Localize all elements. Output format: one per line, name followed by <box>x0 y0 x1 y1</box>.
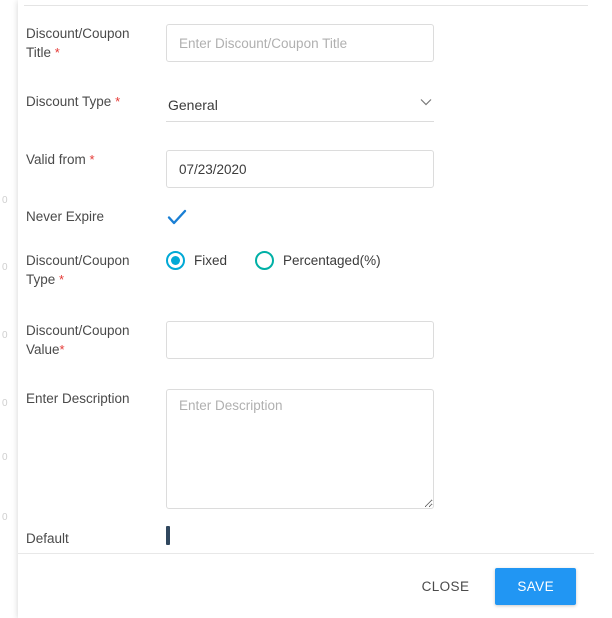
label-discount-type <box>26 92 166 111</box>
valid-from-input[interactable] <box>166 150 434 188</box>
label-description <box>26 389 166 408</box>
control-default <box>166 528 594 543</box>
discount-coupon-dialog <box>18 0 594 618</box>
background-tick: 0 <box>2 452 8 463</box>
label-text: Discount/Coupon Title <box>26 26 130 60</box>
control-discount-coupon-title <box>166 24 594 62</box>
background-tick: 0 <box>2 195 8 206</box>
control-discount-coupon-type <box>166 251 594 270</box>
background-tick: 0 <box>2 512 8 523</box>
label-never-expire <box>26 206 166 228</box>
save-button[interactable]: SAVE <box>495 568 576 605</box>
discount-coupon-title-input[interactable] <box>166 24 434 62</box>
dialog-footer <box>18 553 594 618</box>
required-asterisk: * <box>59 342 65 357</box>
discount-type-select[interactable] <box>166 92 434 122</box>
label-text: Enter Description <box>26 391 130 406</box>
control-discount-type <box>166 92 594 122</box>
discount-type-select-wrap <box>166 92 434 122</box>
page-behind-dialog <box>0 0 18 618</box>
control-description <box>166 389 594 512</box>
required-asterisk: * <box>89 152 95 167</box>
field-discount-coupon-title <box>18 24 594 62</box>
control-discount-coupon-value <box>166 321 594 359</box>
background-tick: 0 <box>2 330 8 341</box>
default-checkbox[interactable] <box>166 526 170 545</box>
field-default <box>18 528 594 550</box>
field-valid-from <box>18 150 594 188</box>
discount-coupon-form <box>18 10 594 553</box>
label-text: Discount/Coupon Value <box>26 323 130 357</box>
label-discount-coupon-title <box>26 24 166 62</box>
label-valid-from <box>26 150 166 169</box>
label-default <box>26 528 166 550</box>
field-discount-coupon-type <box>18 251 594 289</box>
field-discount-coupon-value <box>18 321 594 359</box>
label-text: Never Expire <box>26 209 105 224</box>
discount-coupon-type-radio-group <box>166 251 594 270</box>
required-asterisk: * <box>59 272 65 287</box>
close-button[interactable]: CLOSE <box>406 569 486 604</box>
required-asterisk: * <box>54 45 60 60</box>
field-never-expire <box>18 206 594 231</box>
dialog-divider <box>24 5 588 6</box>
required-asterisk: * <box>115 94 121 109</box>
label-text: Default <box>26 531 69 546</box>
radio-percentaged-icon[interactable] <box>255 251 274 270</box>
background-tick: 0 <box>2 262 8 273</box>
radio-option-percentaged[interactable] <box>255 251 381 270</box>
never-expire-check-icon[interactable] <box>166 206 188 228</box>
radio-dot <box>171 256 180 265</box>
label-discount-coupon-value <box>26 321 166 359</box>
description-textarea[interactable] <box>166 389 434 509</box>
background-tick: 0 <box>2 398 8 409</box>
label-discount-coupon-type <box>26 251 166 289</box>
radio-label-fixed: Fixed <box>194 253 228 268</box>
label-text: Discount/Coupon Type <box>26 253 130 287</box>
discount-coupon-value-input[interactable] <box>166 321 434 359</box>
radio-option-fixed[interactable] <box>166 251 227 270</box>
field-description <box>18 389 594 512</box>
radio-fixed-icon[interactable] <box>166 251 185 270</box>
right-gutter <box>594 0 612 618</box>
field-discount-type <box>18 92 594 122</box>
control-valid-from <box>166 150 594 188</box>
control-never-expire <box>166 206 594 231</box>
label-text: Valid from <box>26 152 86 167</box>
label-text: Discount Type <box>26 94 112 109</box>
radio-label-percentaged: Percentaged(%) <box>283 253 381 268</box>
